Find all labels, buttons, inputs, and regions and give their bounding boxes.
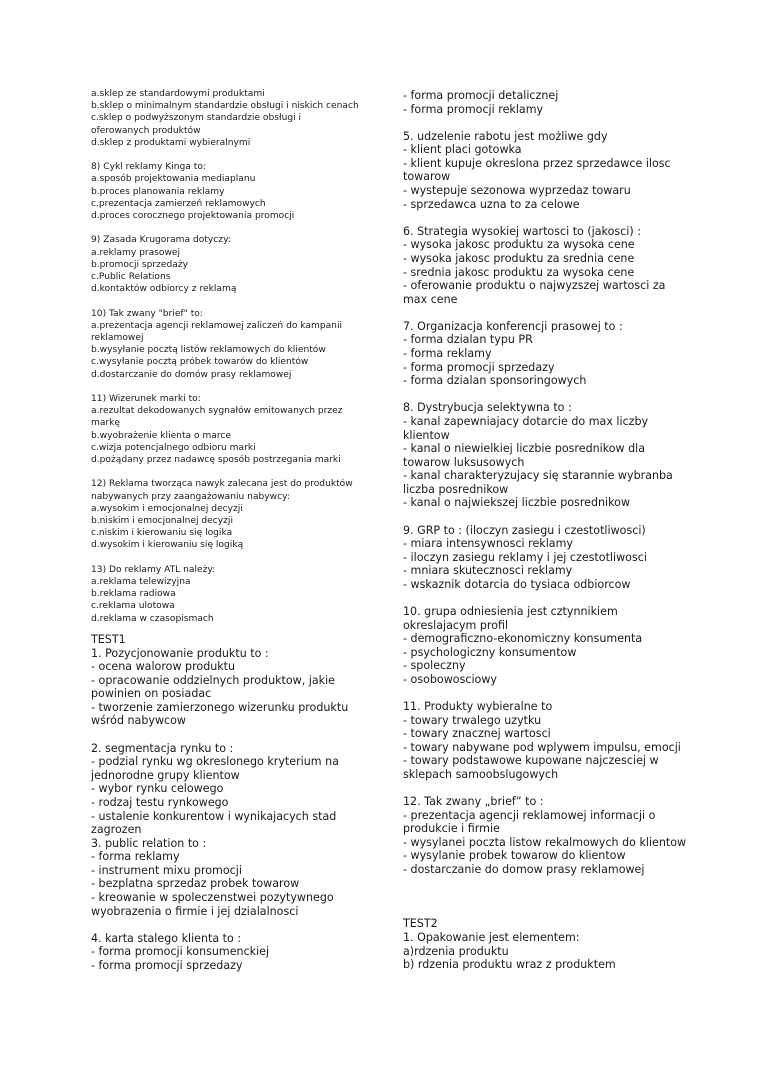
text-line: 6. Strategia wysokiej wartosci to (jakosci) : xyxy=(403,224,641,238)
text-line: - towary nabywane pod wplywem impulsu, emocji xyxy=(403,740,681,754)
text-line: - psychologiczny konsumentow xyxy=(403,645,577,659)
text-line: - wysoka jakosc produktu za srednia cene xyxy=(403,251,635,265)
text-line: - kanal o niewielkiej liczbie posrednikow dla xyxy=(403,442,646,456)
text-line: - kanal charakteryzujacy się starannie wybranba xyxy=(403,469,673,483)
text-line: - opracowanie oddzielnych produktow, jakie xyxy=(91,673,335,687)
text-line: d.kontaktów odbiorcy z reklamą xyxy=(91,284,237,295)
text-line: 2. segmentacja rynku to : xyxy=(91,741,234,755)
text-line: - ustalenie konkurentow i wynikajacych stad xyxy=(91,809,337,823)
text-line: c.sklep o podwyższonym standardzie obsługi i xyxy=(91,113,302,124)
text-line: - forma reklamy xyxy=(403,347,492,361)
text-line: 4. karta stalego klienta to : xyxy=(91,931,242,945)
text-line: 1. Pozycjonowanie produktu to : xyxy=(91,646,269,660)
text-line: zagrozen xyxy=(91,823,142,837)
text-line: 1. Opakowanie jest elementem: xyxy=(403,930,580,944)
text-line: c.prezentacja zamierzeń reklamowych xyxy=(91,198,266,209)
text-line: d.wysokim i kierowaniu się logiką xyxy=(91,540,244,551)
text-line: - mniara skutecznosci reklamy xyxy=(403,564,573,578)
text-line: - spoleczny xyxy=(403,659,466,673)
text-line: - wysylanie probek towarow do klientow xyxy=(403,849,626,863)
text-line: a.reklamy prasowej xyxy=(91,247,181,258)
text-line: - klient kupuje okreslona przez sprzedawce ilosc xyxy=(403,156,671,170)
text-line: 12) Reklama tworząca nawyk zalecana jest do produktów xyxy=(91,479,353,490)
text-line: - oferowanie produktu o najwyzszej wartosci za xyxy=(403,279,666,293)
text-line: reklamowej xyxy=(91,333,144,343)
text-line: - forma promocji sprzedazy xyxy=(403,360,555,374)
text-line: powinien on posiadac xyxy=(91,687,212,701)
text-line: b.wyobrażenie klienta o marce xyxy=(91,430,231,441)
text-line: 9. GRP to : (iloczyn zasiegu i czestotliwosci) xyxy=(403,523,646,537)
text-line: liczba posrednikow xyxy=(403,482,509,496)
text-line: produkcie i firmie xyxy=(403,822,500,836)
text-line: d.pożądany przez nadawcę sposób postrzegania marki xyxy=(91,455,341,465)
text-line: max cene xyxy=(403,292,458,306)
text-line: - bezplatna sprzedaz probek towarow xyxy=(91,877,300,891)
text-line: a.sklep ze standardowymi produktami xyxy=(91,89,265,99)
text-line: b.niskim i emocjonalnej decyzji xyxy=(91,516,233,526)
text-line: okreslajacym profil xyxy=(403,618,509,632)
text-line: c.reklama ulotowa xyxy=(91,601,175,612)
text-line: d.proces corocznego projektowania promocji xyxy=(91,211,295,221)
text-line: - towary podstawowe kupowane najczesciej w xyxy=(403,754,659,768)
text-line: oferowanych produktów xyxy=(91,125,201,136)
text-line: sklepach samoobslugowych xyxy=(403,768,559,781)
text-line: wyobrazenia o firmie i jej dzialalnosci xyxy=(91,904,299,918)
text-line: 8) Cykl reklamy Kinga to: xyxy=(91,162,206,173)
text-line: - wybor rynku celowego xyxy=(91,782,224,796)
text-line: - forma dzialan sponsoringowych xyxy=(403,374,587,388)
text-line: a.rezultat dekodowanych sygnałów emitowanych przez xyxy=(91,406,343,417)
text-line: b) rdzenia produktu wraz z produktem xyxy=(403,958,616,972)
text-line: - wysylanei poczta listow rekalmowych do klientow xyxy=(403,835,687,849)
text-line: towarow xyxy=(403,170,451,184)
text-line: - forma promocji reklamy xyxy=(403,102,544,116)
text-line: a.reklama telewizyjna xyxy=(91,577,191,587)
text-line: - forma promocji detalicznej xyxy=(403,89,559,102)
text-line: - wysoka jakosc produktu za wysoka cene xyxy=(403,238,635,252)
text-line: - kanal zapewniajacy dotarcie do max liczby xyxy=(403,414,649,428)
text-line: 11) Wizerunek marki to: xyxy=(91,394,201,404)
text-line: 10. grupa odniesienia jest cztynnikiem xyxy=(403,605,618,619)
text-line: 5. udzelenie rabotu jest możliwe gdy xyxy=(403,129,608,143)
text-line: - kreowanie w spoleczenstwei pozytywnego xyxy=(91,891,334,905)
text-line: a.sposób projektowania mediaplanu xyxy=(91,174,256,185)
text-line: c.wizja potencjalnego odbioru marki xyxy=(91,442,256,453)
text-line: nabywanych przy zaangażowaniu nabywcy: xyxy=(91,491,290,502)
text-line: jednorodne grupy klientow xyxy=(91,768,240,782)
text-line: - forma promocji konsumenckiej xyxy=(91,945,270,959)
text-line: c.Public Relations xyxy=(91,272,171,282)
text-line: - ocena walorow produktu xyxy=(91,660,236,674)
text-line: 8. Dystrybucja selektywna to : xyxy=(403,401,572,415)
text-line: d.dostarczanie do domów prasy reklamowej xyxy=(91,369,292,380)
text-line: - sprzedawca uzna to za celowe xyxy=(403,197,580,211)
text-line: - wskaznik dotarcia do tysiaca odbiorcow xyxy=(403,577,631,591)
text-line: d.reklama w czasopismach xyxy=(91,613,214,624)
text-line: b.reklama radiowa xyxy=(91,589,176,600)
text-line: klientow xyxy=(403,428,450,442)
text-line: - prezentacja agencji reklamowej informacji o xyxy=(403,808,656,822)
text-line: TEST1 xyxy=(91,633,126,646)
text-line: a.prezentacja agencji reklamowej zaliczeń do kampanii xyxy=(91,320,342,331)
text-line: towarow luksusowych xyxy=(403,455,525,469)
text-line: 7. Organizacja konferencji prasowej to : xyxy=(403,319,623,333)
text-line: wśród nabywcow xyxy=(91,714,186,728)
text-line: d.sklep z produktami wybieralnymi xyxy=(91,137,251,148)
text-line: - wystepuje sezonowa wyprzedaz towaru xyxy=(403,184,631,198)
text-line: - instrument mixu promocji xyxy=(91,863,242,877)
text-line: - forma reklamy xyxy=(91,850,180,864)
text-line: c.wysyłanie pocztą próbek towarów do klientów xyxy=(91,357,309,368)
text-line: - demograficzno-ekonomiczny konsumenta xyxy=(403,632,643,646)
text-line: b.proces planowania reklamy xyxy=(91,186,225,197)
text-line: a)rdzenia produktu xyxy=(403,944,509,958)
text-line: - dostarczanie do domow prasy reklamowej xyxy=(403,863,645,877)
text-line: 9) Zasada Krugorama dotyczy: xyxy=(91,235,231,246)
text-line: 10) Tak zwany "brief" to: xyxy=(91,308,203,319)
text-line: - rodzaj testu rynkowego xyxy=(91,795,229,809)
text-line: b.sklep o minimalnym standardzie obsługi i niskich cenach xyxy=(91,101,359,112)
text-line: 12. Tak zwany „brief” to : xyxy=(403,795,544,809)
text-line: 3. public relation to : xyxy=(91,836,207,850)
text-line: - forma dzialan typu PR xyxy=(403,333,533,347)
text-line: - podzial rynku wg okreslonego kryterium na xyxy=(91,755,339,769)
text-line: - towary znacznej wartosci xyxy=(403,727,551,741)
text-line: - tworzenie zamierzonego wizerunku produktu xyxy=(91,700,349,714)
text-line: - klient placi gotowka xyxy=(403,143,522,157)
text-line: - kanal o najwiekszej liczbie posrednikow xyxy=(403,496,631,510)
text-line: - iloczyn zasiegu reklamy i jej czestotliwosci xyxy=(403,550,647,564)
text-line: - osobowosciowy xyxy=(403,672,497,686)
text-line: 13) Do reklamy ATL należy: xyxy=(91,564,216,575)
text-line: - miara intensywnosci reklamy xyxy=(403,537,573,551)
text-line: markę xyxy=(91,418,121,429)
text-line: a.wysokim i emocjonalnej decyzji xyxy=(91,503,243,514)
text-line: - srednia jakosc produktu za wysoka cene xyxy=(403,265,635,279)
text-line: b.wysyłanie pocztą listów reklamowych do klientów xyxy=(91,345,326,356)
text-line: - forma promocji sprzedazy xyxy=(91,958,243,972)
text-line: 11. Produkty wybieralne to xyxy=(403,700,553,714)
text-line: c.niskim i kierowaniu się logika xyxy=(91,528,233,539)
text-line: - towary trwalego uzytku xyxy=(403,713,542,727)
text-line: TEST2 xyxy=(403,917,438,931)
text-line: b.promocji sprzedaży xyxy=(91,259,189,270)
